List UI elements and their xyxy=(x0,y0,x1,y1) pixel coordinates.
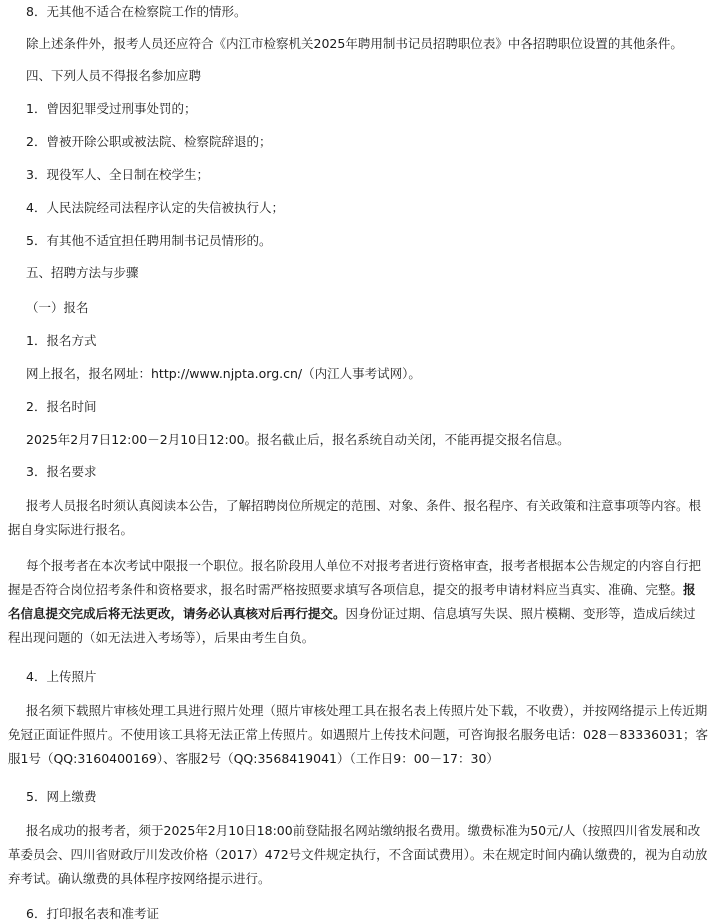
paragraph-text: 因身份证过期、信息填写失误、照片模糊、变形等，造成后续过程出现问题的（如无法进入考场等），后果由考生自负。 xyxy=(8,606,696,645)
item-heading: 2．报名时间 xyxy=(26,399,97,414)
paragraph-fee: 报名成功的报考者，须于2025年2月10日18:00前登陆报名网站缴纳报名费用。缴费标准为50元/人（按照四川省发展和改革委员会、四川省财政厅川发改价格（2017）472号文件规定执行，不含面试费用）。未在规定时间内确认缴费的，视为自动放弃考试。确认缴费的具体程序按网络提示进行。 xyxy=(8,823,708,886)
text-line: 除上述条件外，报考人员还应符合《内江市检察机关2025年聘用制书记员招聘职位表》中各招聘职位设置的其他条件。 xyxy=(26,36,683,51)
item-heading: 1．报名方式 xyxy=(26,333,97,348)
text-line: 网上报名，报名网址：http://www.njpta.org.cn/（内江人事考试网）。 xyxy=(26,366,421,381)
list-item: 4．人民法院经司法程序认定的失信被执行人； xyxy=(26,200,284,215)
subsection-heading: （一）报名 xyxy=(26,300,89,315)
section-heading: 五、招聘方法与步骤 xyxy=(26,265,139,280)
item-heading: 4．上传照片 xyxy=(26,669,97,684)
item-heading: 5．网上缴费 xyxy=(26,789,97,804)
paragraph-photo: 报名须下载照片审核处理工具进行照片处理（照片审核处理工具在报名表上传照片处下载，不收费），并按网络提示上传近期免冠正面证件照片。不使用该工具将无法正常上传照片。如遇照片上传技术问题，可咨询报名服务电话：028－83336031；客服1号（QQ:3160400169）、客服2号（QQ:3568419041）（工作日9：00－17：30） xyxy=(8,703,708,766)
section-heading: 四、下列人员不得报名参加应聘 xyxy=(26,68,202,83)
list-item: 3．现役军人、全日制在校学生； xyxy=(26,167,209,182)
paragraph-one-position xyxy=(8,554,708,650)
text-line: 8．无其他不适合在检察院工作的情形。 xyxy=(26,4,247,19)
text-line: 2025年2月7日12:00－2月10日12:00。报名截止后，报名系统自动关闭，不能再提交报名信息。 xyxy=(26,432,570,447)
list-item: 2．曾被开除公职或被法院、检察院辞退的； xyxy=(26,134,272,149)
list-item: 5．有其他不适宜担任聘用制书记员情形的。 xyxy=(26,233,272,248)
item-heading: 6．打印报名表和准考证 xyxy=(26,906,159,921)
paragraph-text: 每个报考者在本次考试中限报一个职位。报名阶段用人单位不对报考者进行资格审查，报考者根据本公告规定的内容自行把握是否符合岗位招考条件和资格要求，报名时需严格按照要求填写各项信息，提交的报考申请材料应当真实、准确、完整。 xyxy=(8,558,702,597)
paragraph-requirements: 报考人员报名时须认真阅读本公告，了解招聘岗位所规定的范围、对象、条件、报名程序、有关政策和注意事项等内容。根据自身实际进行报名。 xyxy=(8,498,702,537)
item-heading: 3．报名要求 xyxy=(26,464,97,479)
list-item: 1．曾因犯罪受过刑事处罚的； xyxy=(26,101,197,116)
bold-notice: 报名信息提交完成后将无法更改，请务必认真核对后再行提交。 xyxy=(8,582,696,621)
